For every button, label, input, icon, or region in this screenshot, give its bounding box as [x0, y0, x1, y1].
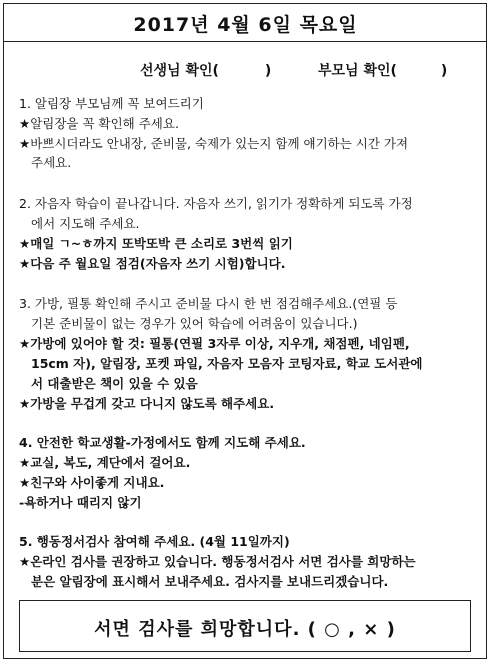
section-1-line: 주세요. [31, 155, 72, 170]
section-1-line: ★바쁘시더라도 안내장, 준비물, 숙제가 있는지 함께 얘기하는 시간 가져 [19, 136, 409, 151]
section-4-heading: 4. 안전한 학교생활-가정에서도 함께 지도해 주세요. [19, 435, 306, 450]
section-3-line: ★가방을 무겁게 갖고 다니지 않도록 해주세요. [19, 396, 275, 411]
section-3-heading: 3. 가방, 필통 확인해 주시고 준비물 다시 한 번 점검해주세요.(연필 등 [19, 296, 398, 311]
title-divider [3, 41, 487, 42]
section-5-line: 분은 알림장에 표시해서 보내주세요. 검사지를 보내드리겠습니다. [31, 574, 389, 589]
section-3-heading-cont: 기본 준비물이 없는 경우가 있어 학습에 어려움이 있습니다.) [31, 316, 358, 331]
page-title: 2017년 4월 6일 목요일 [133, 14, 358, 36]
section-1-line: ★알림장을 꼭 확인해 주세요. [19, 116, 179, 131]
response-box[interactable] [19, 600, 471, 652]
section-4-line: ★교실, 복도, 계단에서 걸어요. [19, 455, 191, 470]
section-2-line: ★다음 주 월요일 점검(자음자 쓰기 시험)합니다. [19, 256, 286, 271]
section-4-line: ★친구와 사이좋게 지내요. [19, 475, 165, 490]
section-2-heading: 2. 자음자 학습이 끝나갑니다. 자음자 쓰기, 읽기가 정확하게 되도록 가정 [19, 196, 413, 211]
response-text: 서면 검사를 희망합니다. ( ○ , × ) [94, 619, 396, 640]
section-3-line: 서 대출받은 책이 있을 수 있음 [31, 376, 198, 391]
section-3-line: 15cm 자), 알림장, 포켓 파일, 자음자 모음자 코팅자료, 학교 도서관에 [31, 356, 423, 371]
parent-confirm: 부모님 확인( ) [318, 63, 448, 79]
section-3-line: ★가방에 있어야 할 것: 필통(연필 3자루 이상, 지우개, 채점펜, 네임펜, [19, 336, 410, 351]
teacher-confirm: 선생님 확인( ) [140, 63, 272, 79]
section-1-heading: 1. 알림장 부모님께 꼭 보여드리기 [19, 96, 204, 111]
section-2-line: ★매일 ㄱ~ㅎ까지 또박또박 큰 소리로 3번씩 읽기 [19, 236, 293, 251]
section-2-heading-cont: 에서 지도해 주세요. [31, 216, 140, 231]
section-5-line: ★온라인 검사를 권장하고 있습니다. 행동정서검사 서면 검사를 희망하는 [19, 554, 416, 569]
section-5-heading: 5. 행동정서검사 참여해 주세요. (4월 11일까지) [19, 534, 290, 549]
section-4-line: -욕하거나 때리지 않기 [19, 495, 142, 510]
